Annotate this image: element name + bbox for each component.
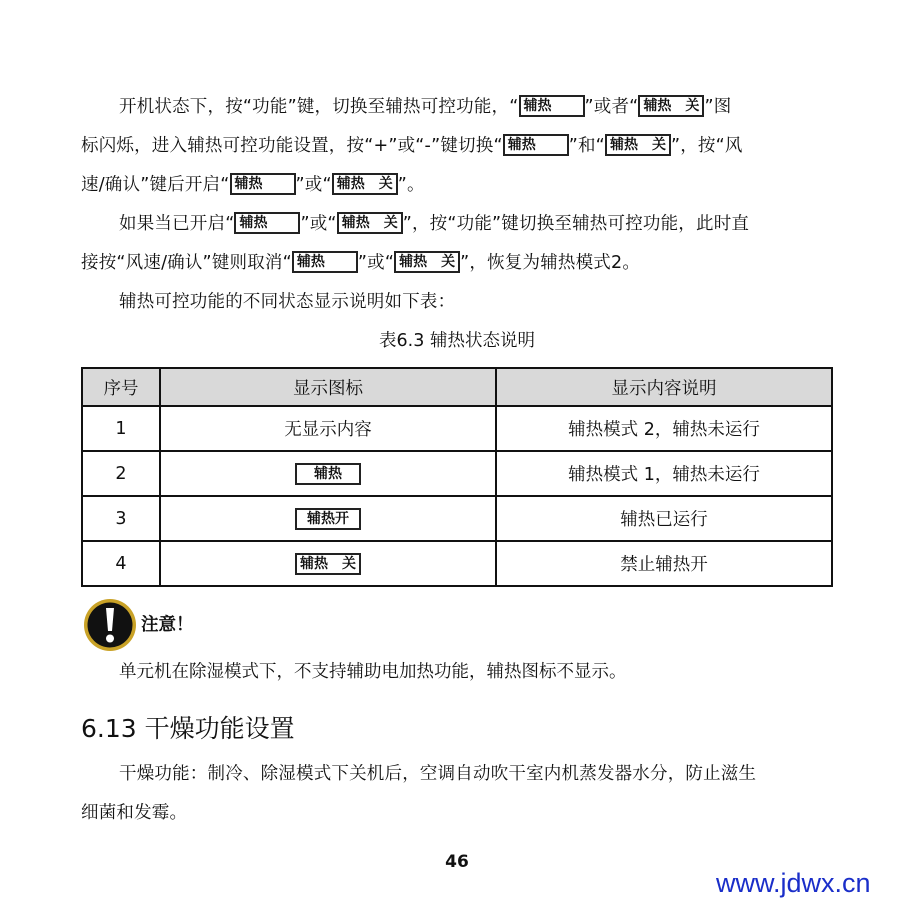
column-header-description: 显示内容说明 [496,368,832,406]
aux-heat-icon: 辅热 [230,173,296,195]
column-header-icon: 显示图标 [160,368,496,406]
cell-index: 3 [82,496,160,541]
aux-heat-off-icon: 辅热 关 [638,95,704,117]
cell-icon [160,451,496,496]
aux-heat-off-icon: 辅热 关 [295,553,361,575]
table-caption: 表6.3 辅热状态说明 [379,331,535,351]
cell-icon [160,496,496,541]
table-row [82,541,832,586]
paragraph-line: 开机状态下，按“功能”键，切换至辅热可控功能，“ 辅热 ”或者“ 辅热 关 ”图 [119,97,732,117]
paragraph-line: 接按“风速/确认”键则取消“ 辅热 ”或“ 辅热 关 ”，恢复为辅热模式2。 [81,253,641,273]
aux-heat-off-icon: 辅热 关 [337,212,403,234]
cell-index: 2 [82,451,160,496]
paragraph-aux-heat-cancel [81,205,833,283]
aux-heat-icon: 辅热 [292,251,358,273]
exclamation-warning-icon [82,597,138,653]
table-row [82,451,832,496]
cell-icon: 无显示内容 [160,406,496,451]
column-header-index: 序号 [82,368,160,406]
cell-description: 辅热已运行 [496,496,832,541]
paragraph-line: 如果当已开启“ 辅热 ”或“ 辅热 关 ”，按“功能”键切换至辅热可控功能，此时直 [119,214,750,234]
table-row [82,406,832,451]
notice-label: 注意！ [141,615,194,635]
cell-icon [160,541,496,586]
paragraph-dry-function: 干燥功能：制冷、除湿模式下关机后，空调自动吹干室内机蒸发器水分，防止滋生 细菌和发霉。 [81,764,757,823]
aux-heat-status-table [81,367,833,587]
aux-heat-icon: 辅热 [503,134,569,156]
aux-heat-off-icon: 辅热 关 [332,173,398,195]
aux-heat-icon: 辅热 [295,463,361,485]
table-row [82,496,832,541]
aux-heat-off-icon: 辅热 关 [605,134,671,156]
aux-heat-icon: 辅热 [519,95,585,117]
cell-description: 辅热模式 2，辅热未运行 [496,406,832,451]
aux-heat-off-icon: 辅热 关 [394,251,460,273]
page-number: 46 [445,852,469,872]
paragraph-line: 标闪烁，进入辅热可控功能设置，按“+”或“-”键切换“ 辅热 ”和“ 辅热 关 ”，按“风 [81,136,743,156]
cell-index: 4 [82,541,160,586]
cell-index: 1 [82,406,160,451]
section-heading: 6.13 干燥功能设置 [81,714,295,743]
paragraph-aux-heat-enable [81,88,833,205]
table-header-row [82,368,832,406]
paragraph-line: 速/确认”键后开启“ 辅热 ”或“ 辅热 关 ”。 [81,175,425,195]
cell-description: 禁止辅热开 [496,541,832,586]
notice-text: 单元机在除湿模式下，不支持辅助电加热功能，辅热图标不显示。 [119,662,627,682]
paragraph-table-intro: 辅热可控功能的不同状态显示说明如下表： [119,292,456,312]
aux-heat-icon: 辅热 [234,212,300,234]
watermark: www.jdwx.cn [716,868,871,898]
cell-description: 辅热模式 1，辅热未运行 [496,451,832,496]
aux-heat-on-icon: 辅热开 [295,508,361,530]
